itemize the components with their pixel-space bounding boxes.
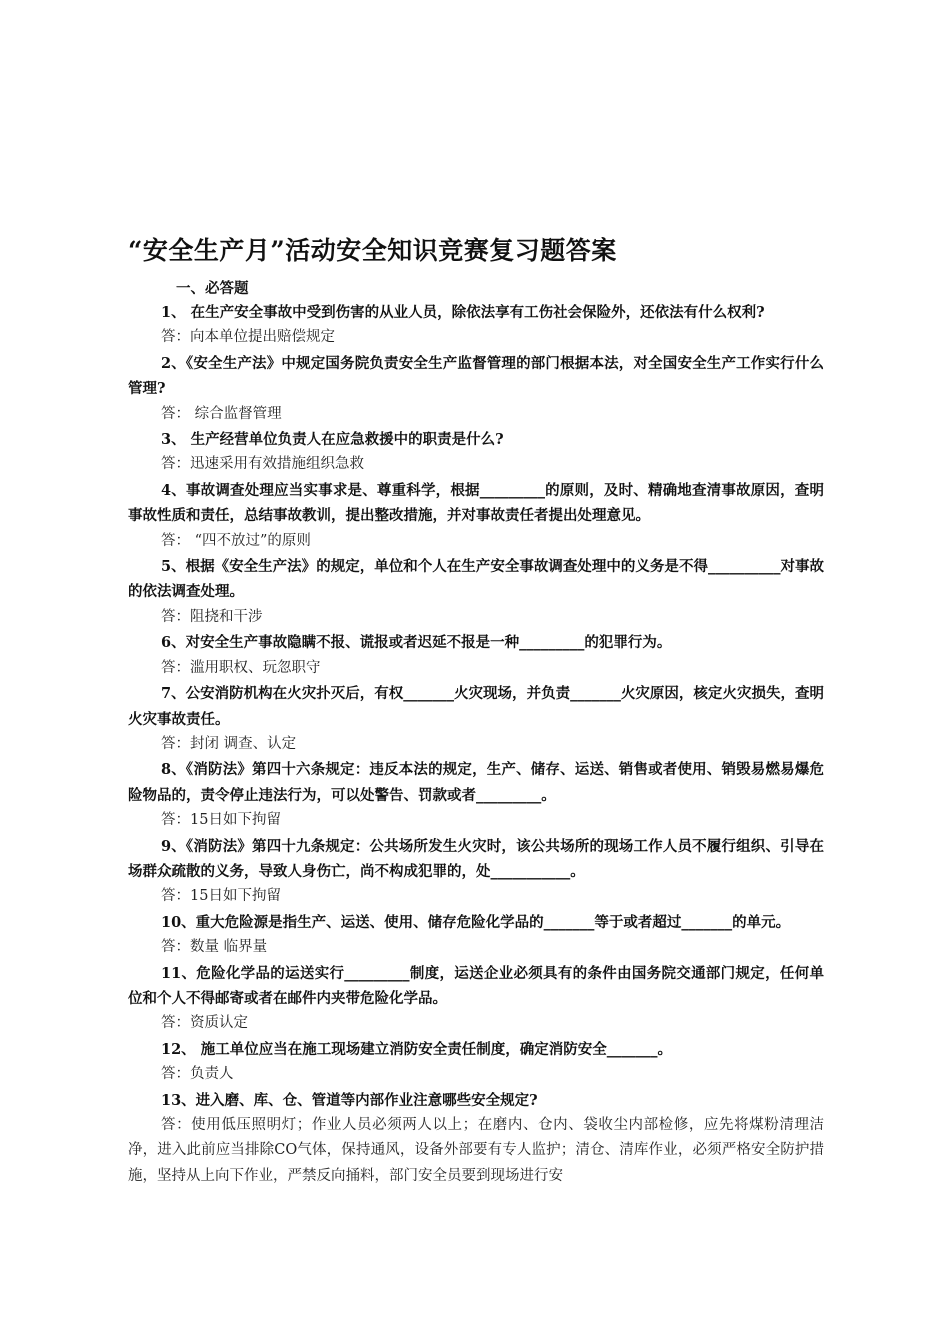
answer-12: 答：负责人 <box>161 1066 234 1083</box>
answer-5: 答：阻挠和干涉 <box>161 608 263 625</box>
question-4: 4、事故调查处理应当实事求是、尊重科学，根据_________的原则，及时、精确地查清事故原因，查明事故性质和责任，总结事故教训，提出整改措施，并对事故责任者提出处理意见。 <box>128 481 824 525</box>
section-heading: 一、必答题 <box>176 280 249 297</box>
answer-3: 答：迅速采用有效措施组织急救 <box>161 456 364 473</box>
question-5: 5、根据《安全生产法》的规定，单位和个人在生产安全事故调查处理中的义务是不得__________对事故的依法调查处理。 <box>128 558 824 601</box>
answer-11: 答：资质认定 <box>161 1015 248 1032</box>
question-9: 9、《消防法》第四十九条规定：公共场所发生火灾时，该公共场所的现场工作人员不履行组织、引导在场群众疏散的义务，导致人身伤亡，尚不构成犯罪的，处___________。 <box>128 837 824 880</box>
question-8: 8、《消防法》第四十六条规定：违反本法的规定，生产、储存、运送、销售或者使用、销毁易燃易爆危险物品的，责令停止违法行为，可以处警告、罚款或者_________。 <box>128 761 824 804</box>
answer-9: 答：15日如下拘留 <box>161 888 281 905</box>
answer-13: 答：使用低压照明灯；作业人员必须两人以上；在磨内、仓内、袋收尘内部检修，应先将煤粉清理洁净，进入此前应当排除CO气体，保持通风，设备外部要有专人监护；清仓、清库作业，必须严格安全防护措施，坚持从上向下作业，严禁反向捅料，部门安全员要到现场进行安 <box>128 1117 824 1184</box>
answer-4: 答： “四不放过”的原则 <box>161 532 311 549</box>
answer-8: 答：15日如下拘留 <box>161 812 281 829</box>
question-6: 6、对安全生产事故隐瞒不报、谎报或者迟延不报是一种_________的犯罪行为。 <box>161 634 672 652</box>
question-3: 3、 生产经营单位负责人在应急救援中的职责是什么? <box>161 431 504 449</box>
answer-1: 答：向本单位提出赔偿规定 <box>161 329 335 346</box>
qa-list <box>128 300 824 1189</box>
question-13: 13、进入磨、库、仓、管道等内部作业注意哪些安全规定? <box>161 1091 538 1109</box>
answer-10: 答：数量 临界量 <box>161 939 268 956</box>
answer-2: 答： 综合监督管理 <box>161 405 282 422</box>
question-2: 2、《安全生产法》中规定国务院负责安全生产监督管理的部门根据本法，对全国安全生产工作实行什么管理? <box>128 354 824 398</box>
question-10: 10、重大危险源是指生产、运送、使用、储存危险化学品的_______等于或者超过_______的单元。 <box>161 913 791 931</box>
question-11: 11、危险化学品的运送实行_________制度，运送企业必须具有的条件由国务院交通部门规定，任何单位和个人不得邮寄或者在邮件内夹带危险化学品。 <box>128 964 824 1007</box>
answer-7: 答：封闭 调查、认定 <box>161 735 297 752</box>
document-title: “安全生产月”活动安全知识竞赛复习题答案 <box>128 236 617 265</box>
question-12: 12、 施工单位应当在施工现场建立消防安全责任制度，确定消防安全_______。 <box>161 1040 672 1058</box>
answer-6: 答：滥用职权、玩忽职守 <box>161 659 321 676</box>
question-1: 1、 在生产安全事故中受到伤害的从业人员，除依法享有工伤社会保险外，还依法有什么权利? <box>161 304 765 321</box>
question-7: 7、公安消防机构在火灾扑灭后，有权_______火灾现场，并负责_______火灾原因，核定火灾损失，查明火灾事故责任。 <box>128 685 824 728</box>
